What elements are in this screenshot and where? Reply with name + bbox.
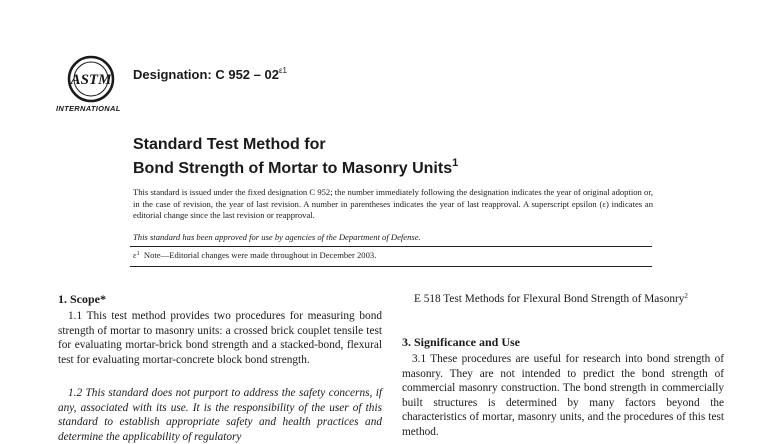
reference-e518-footnote: 2: [684, 292, 688, 300]
scope-1-2-text: 1.2 This standard does not purport to address the safety concerns, if any, associated with its use. It is the responsibility of the user of this standard to establish appropriate safety and health practices and determine the applicability of regulatory: [58, 387, 382, 443]
reference-e518-text: E 518 Test Methods for Flexural Bond Strength of Masonry: [414, 293, 685, 305]
logo-lettering: ASTM: [70, 72, 112, 88]
defense-approval-note: This standard has been approved for use by agencies of the Department of Defense.: [133, 232, 421, 242]
significance-heading: 3. Significance and Use: [402, 335, 521, 349]
title-line-2: Bond Strength of Mortar to Masonry Units: [133, 160, 453, 177]
scope-heading: 1. Scope*: [58, 292, 106, 306]
document-title: [133, 135, 458, 178]
editorial-note-mark-sup: 1: [136, 251, 140, 257]
editorial-note-mark: ε: [133, 250, 137, 260]
title-line-1: Standard Test Method for: [133, 136, 326, 153]
significance-paragraph-3-1: [402, 352, 724, 439]
designation: [133, 66, 287, 82]
issuance-notice: This standard is issued under the fixed designation C 952; the number immediately following the designation indicates the year of original adoption or, in the case of revision, the year of last revision. A number in parentheses indicates the year of last reapproval. A superscript epsilon (ε) indicates an editorial change since the last revision or reapproval.: [133, 187, 653, 221]
scope-1-1-text: 1.1 This test method provides two procedures for measuring bond strength of mortar to masonry units: a crossed brick couplet tensile test for evaluating mortar-brick bond strength and a stacked-bond, flexural test for evaluating mortar-concrete block bond strength.: [58, 310, 382, 366]
editorial-note: [133, 250, 376, 260]
scope-paragraph-1-1: [58, 309, 382, 367]
reference-e518: [402, 292, 724, 307]
logo-caption: INTERNATIONAL: [56, 104, 121, 113]
divider-top: [130, 246, 652, 247]
designation-epsilon: ε1: [278, 66, 287, 75]
scope-paragraph-1-2: [58, 386, 382, 444]
divider-bottom: [130, 266, 652, 267]
title-footnote-mark: 1: [452, 157, 459, 169]
designation-label: Designation: C 952 – 02: [133, 67, 279, 82]
editorial-note-text: Note—Editorial changes were made throughout in December 2003.: [143, 250, 377, 260]
significance-3-1-text: 3.1 These procedures are useful for research into bond strength of masonry. They are not intended to predict the bond strength of commercial masonry construction. The bond strength in commercially built structures is determined by many factors beyond the characteristics of mortar, masonry units, and the procedures of this test method.: [402, 353, 724, 438]
